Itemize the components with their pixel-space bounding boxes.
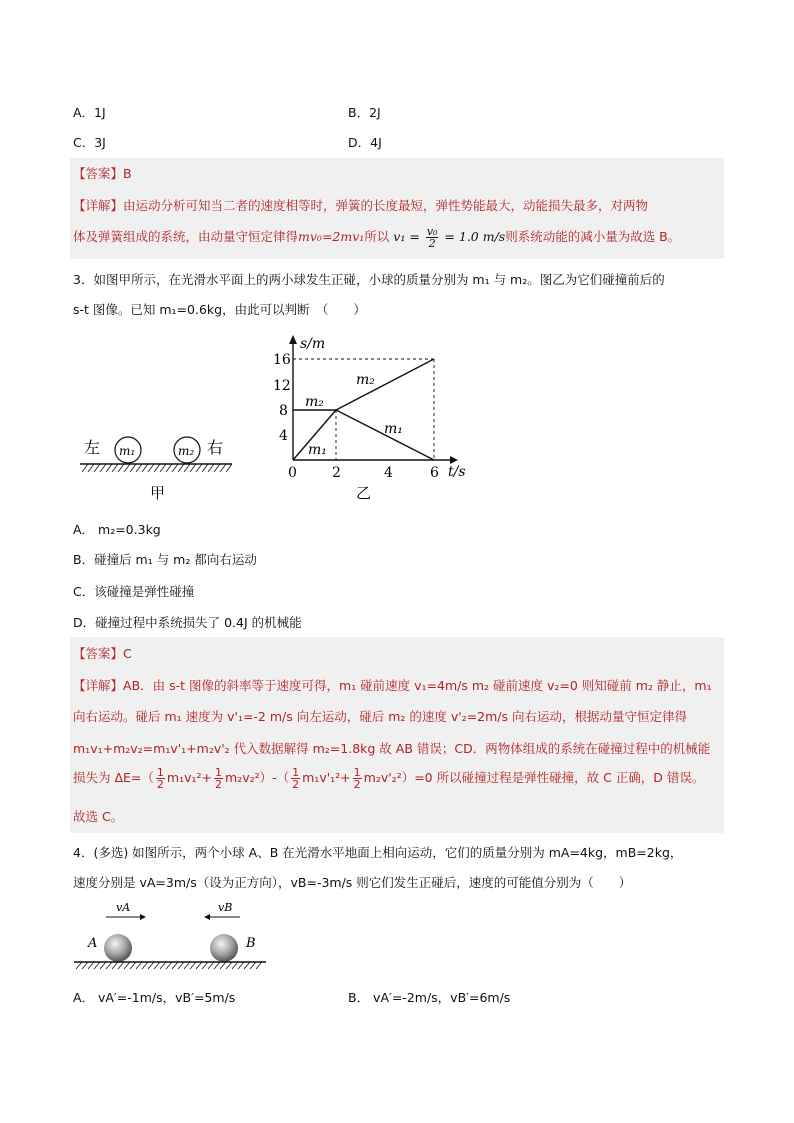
va-label: vA [116,901,131,914]
half-fraction-1 [156,767,165,790]
q3-answer-box [70,637,724,833]
q3-detail-line-4 [73,767,704,790]
half-fraction-2 [214,767,223,790]
y-axis-arrow [289,335,297,344]
half-fraction-3 [291,767,300,790]
ball-b-label: B [246,936,256,951]
vb-arrow-head [204,914,210,920]
xtick-2: 2 [332,465,341,481]
half-2-den: 2 [215,778,222,791]
fig-jia-right-label: 右 [207,438,224,457]
half-fraction-4 [353,767,362,790]
fig-jia-caption: 甲 [150,484,166,502]
q3-option-a: A． m₂=0.3kg [73,522,161,537]
q2-answer-value: B [123,166,132,181]
label-m1-before: m₁ [308,442,327,458]
xtick-6: 6 [430,465,439,481]
q3-answer-value: C [123,646,132,661]
ytick-8: 8 [279,403,288,419]
label-m1-after: m₁ [384,421,403,437]
q2-answer-line [73,164,132,182]
ball-a-label: A [88,936,98,951]
ball-b [210,934,238,962]
q2-answer-box [70,158,724,259]
q2-fraction-num: v₀ [426,225,438,238]
q2-answer-label: 【答案】 [73,166,124,181]
origin-label: 0 [288,465,297,481]
q4-option-b: B． vA′=-2m/s，vB′=6m/s [348,990,511,1005]
q3-detail-text-4d: m₁v'₁²+ [302,770,351,785]
figure-jia [70,420,240,510]
ground-hatch [82,464,232,472]
q2-detail-line-2 [73,226,680,249]
ball-m2-label: m₂ [178,444,195,458]
q3-option-d: D．碰撞过程中系统损失了 0.4J 的机械能 [73,615,302,630]
half-1-num: 1 [156,766,164,779]
label-m2-before: m₂ [305,394,324,410]
q2-option-a: A．1J [73,105,106,120]
q3-stem-line-2: s-t 图像。已知 m₁=0.6kg，由此可以判断 （ ） [73,302,366,317]
q4-option-a: A． vA′=-1m/s，vB′=5m/s [73,990,236,1005]
q2-fraction [426,226,439,249]
ytick-4: 4 [279,428,288,444]
q4-stem-line-1: 4．(多选) 如图所示，两个小球 A、B 在光滑水平地面上相向运动，它们的质量分别为 mA=4kg，mB=2kg， [73,845,683,860]
vb-label: vB [218,901,233,914]
ball-m1-label: m₁ [119,444,136,458]
q2-detail-text-2d: 则系统动能的减小量为故选 B。 [505,229,681,244]
q2-fraction-den: 2 [428,237,436,250]
q4-stem-line-2: 速度分别是 vA=3m/s（设为正方向），vB=-3m/s 则它们发生正碰后，速度的可能值分别为（ ） [73,875,632,890]
fig-jia-left-label: 左 [84,438,101,457]
half-3-num: 1 [292,766,300,779]
half-4-den: 2 [353,778,361,791]
q3-detail-text-4e: m₂v'₂²）=0 所以碰撞过程是弹性碰撞，故 C 正确，D 错误。 [363,770,705,785]
q3-option-c: C．该碰撞是弹性碰撞 [73,584,195,599]
q2-detail-text-1: 由运动分析可知当二者的速度相等时，弹簧的长度最短，弹性势能最大，动能损失最多，对两物 [123,198,649,213]
q3-stem-line-1: 3．如图甲所示，在光滑水平面上的两小球发生正碰，小球的质量分别为 m₁ 与 m₂。图乙为它们碰撞前后的 [73,272,665,287]
q3-detail-line-2: 向右运动。碰后 m₁ 速度为 v'₁=-2 m/s 向左运动，碰后 m₂ 的速度 v'₂=2m/s 向右运动，根据动量守恒定律得 [73,709,687,724]
q2-v1-value: = 1.0 m/s [444,229,506,244]
q2-detail-text-2a: 体及弹簧组成的系统，由动量守恒定律得 [73,229,299,244]
q4-ground-hatch [76,962,262,969]
q2-v1-label: v₁ = [393,229,420,244]
fig-yi-caption: 乙 [356,484,372,502]
q2-option-d: D．4J [348,135,382,150]
q3-detail-text-4b: m₁v₁²+ [166,770,212,785]
half-1-den: 2 [156,778,164,791]
figure-yi-st-graph [260,330,480,505]
x-axis-label: t/s [448,464,466,480]
ytick-12: 12 [273,378,291,394]
half-2-num: 1 [215,766,222,779]
xtick-4: 4 [384,465,393,481]
q3-option-b: B．碰撞后 m₁ 与 m₂ 都向右运动 [73,552,257,567]
q3-detail-line-5: 故选 C。 [73,809,124,824]
q2-momentum-eq: mv₀=2mv₁ [298,229,365,244]
ytick-16: 16 [273,352,291,368]
q3-detail-text-4c: m₂v₂²）-（ [225,770,290,785]
q2-option-b: B．2J [348,105,381,120]
q2-option-c: C．3J [73,135,106,150]
q3-detail-text-4a: 损失为 ΔE=（ [73,770,154,785]
q2-detail-text-2b: 所以 [364,229,390,244]
q3-detail-line-1 [73,676,712,694]
va-arrow-head [140,914,146,920]
q2-detail-label: 【详解】 [73,198,124,213]
x-axis-arrow [450,456,458,464]
ball-a [104,934,132,962]
half-3-den: 2 [292,778,300,791]
q3-answer-label: 【答案】 [73,646,124,661]
label-m2-after: m₂ [356,372,375,388]
q3-detail-line-3: m₁v₁+m₂v₂=m₁v'₁+m₂v'₂ 代入数据解得 m₂=1.8kg 故 AB 错误；CD．两物体组成的系统在碰撞过程中的机械能 [73,741,711,756]
q3-detail-text-1: AB．由 s-t 图像的斜率等于速度可得，m₁ 碰前速度 v₁=4m/s m₂ 碰前速度 v₂=0 则知碰前 m₂ 静止，m₁ [123,678,712,693]
q3-detail-label: 【详解】 [73,678,124,693]
y-axis-label: s/m [300,336,326,352]
q4-figure [70,895,270,975]
m2-after-line [336,359,434,410]
half-4-num: 1 [353,766,361,779]
q3-answer-line [73,644,132,662]
q2-detail-line-1 [73,196,648,214]
